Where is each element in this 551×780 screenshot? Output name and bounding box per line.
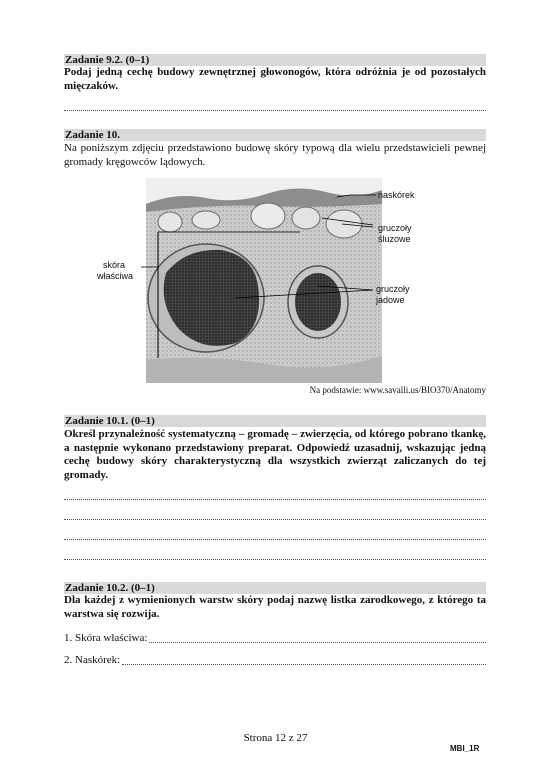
label-gruczoly-sluzowe-1: gruczoły [378,223,412,233]
label-skora-wlasciwa-1: skóra [103,260,126,270]
task-10-1-header [64,415,486,427]
answer-line[interactable] [64,499,486,500]
answer-naskorek[interactable] [64,654,486,667]
answer-2-label: 2. Naskórek: [64,654,121,666]
task-10-2-title: Zadanie 10.2. (0–1) [65,582,155,594]
label-skora-wlasciwa-2: właściwa [97,271,134,281]
task-10-1-title: Zadanie 10.1. (0–1) [65,415,155,427]
page-number: Strona 12 z 27 [243,732,308,744]
exam-code: MBI_1R [450,744,480,753]
task-10-2-question: Dla każdej z wymienionych warstw skóry podaj nazwę listka zarodkowego, z którego ta warstwa się rozwija. [64,594,486,620]
label-gruczoly-jadowe-2: jadowe [376,295,405,305]
task-10-intro: Na poniższym zdjęciu przedstawiono budowę skóry typową dla wielu przedstawicieli pewnej gromady kręgowców lądowych. [64,142,486,168]
task-10-1-question: Określ przynależność systematyczną – gromadę – zwierzęcia, od którego pobrano tkankę, a następnie wykonano przedstawiony preparat. Odpowiedź uzasadnij, wskazując jedną cechę budowy skóry charakterystyczną dla wszystkich zwierząt zaliczanych do tej gromady. [64,428,486,481]
answer-line[interactable] [64,559,486,560]
answer-line[interactable] [64,539,486,540]
label-gruczoly-sluzowe-2: śluzowe [378,234,411,244]
answer-2-field[interactable] [122,654,486,665]
answer-line[interactable] [64,519,486,520]
answer-1-label: 1. Skóra właściwa: [64,632,148,644]
label-gruczoly-jadowe-1: gruczoły [376,284,410,294]
task-10-title: Zadanie 10. [65,129,121,141]
task-10-2-header [64,582,486,594]
task-9-2-title: Zadanie 9.2. (0–1) [65,54,150,66]
answer-1-field[interactable] [149,632,486,643]
answer-skora-wlasciwa[interactable] [64,632,486,645]
label-naskorek: naskórek [378,190,415,200]
figure-source: Na podstawie: www.savalli.us/BIO370/Anatomy [309,385,486,395]
task-9-2-question: Podaj jedną cechę budowy zewnętrznej głowonogów, która odróżnia je od pozostałych mięczaków. [64,66,486,92]
